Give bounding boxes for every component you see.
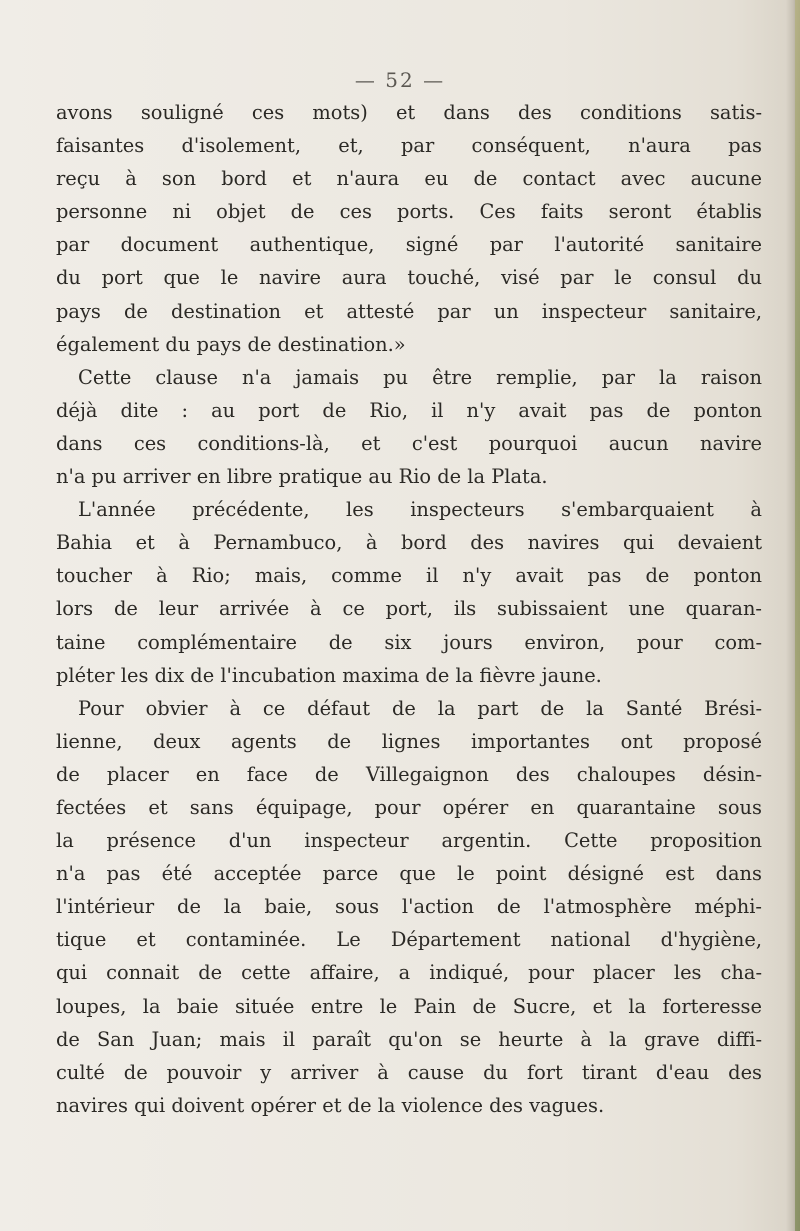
text-line: tique et contaminée. Le Département national d'hygiène, [56,928,762,952]
text-line: Bahia et à Pernambuco, à bord des navires qui devaient [56,531,762,555]
text-line: lienne, deux agents de lignes importantes ont proposé [56,729,762,753]
text-line: pléter les dix de l'incubation maxima de la fièvre jaune. [56,663,602,687]
text-line: L'année précédente, les inspecteurs s'embarquaient à [78,498,762,522]
text-line: dans ces conditions-là, et c'est pourquoi aucun navire [56,431,762,455]
text-line: par document authentique, signé par l'autorité sanitaire [56,233,762,257]
page-edge-stain [795,0,800,1231]
text-line: l'intérieur de la baie, sous l'action de l'atmosphère méphi- [56,895,762,919]
text-line: la présence d'un inspecteur argentin. Cette proposition [56,829,762,853]
text-line: n'a pu arriver en libre pratique au Rio de la Plata. [56,465,548,489]
text-line: n'a pas été acceptée parce que le point désigné est dans [56,862,762,886]
text-line: avons souligné ces mots) et dans des conditions satis- [56,101,762,124]
text-line: Pour obvier à ce défaut de la part de la Santé Brési- [78,696,762,720]
text-line: de placer en face de Villegaignon des chaloupes désin- [56,762,762,786]
page-number: — 52 — [354,68,446,92]
text-line: Cette clause n'a jamais pu être remplie, par la raison [78,365,762,389]
text-line: personne ni objet de ces ports. Ces faits seront établis [56,200,762,224]
text-line: également du pays de destination.» [56,332,406,356]
text-line: loupes, la baie située entre le Pain de Sucre, et la forteresse [56,994,762,1018]
text-line: déjà dite : au port de Rio, il n'y avait pas de ponton [56,398,762,422]
text-line: toucher à Rio; mais, comme il n'y avait pas de ponton [56,564,762,588]
text-line: taine complémentaire de six jours environ, pour com- [56,630,762,654]
text-line: faisantes d'isolement, et, par conséquent, n'aura pas [56,134,762,158]
text-line: pays de destination et attesté par un inspecteur sanitaire, [56,299,762,323]
body-text [56,96,762,1122]
text-line: lors de leur arrivée à ce port, ils subissaient une quaran- [56,597,762,621]
text-line: qui connait de cette affaire, a indiqué, pour placer les cha- [56,961,762,985]
text-line: navires qui doivent opérer et de la violence des vagues. [56,1093,605,1117]
text-line: fectées et sans équipage, pour opérer en quarantaine sous [56,795,762,819]
text-line: reçu à son bord et n'aura eu de contact avec aucune [56,167,762,191]
text-line: de San Juan; mais il paraît qu'on se heurte à la grave diffi- [56,1027,762,1051]
text-line: culté de pouvoir y arriver à cause du fort tirant d'eau des [56,1060,762,1084]
text-line: du port que le navire aura touché, visé par le consul du [56,266,762,290]
